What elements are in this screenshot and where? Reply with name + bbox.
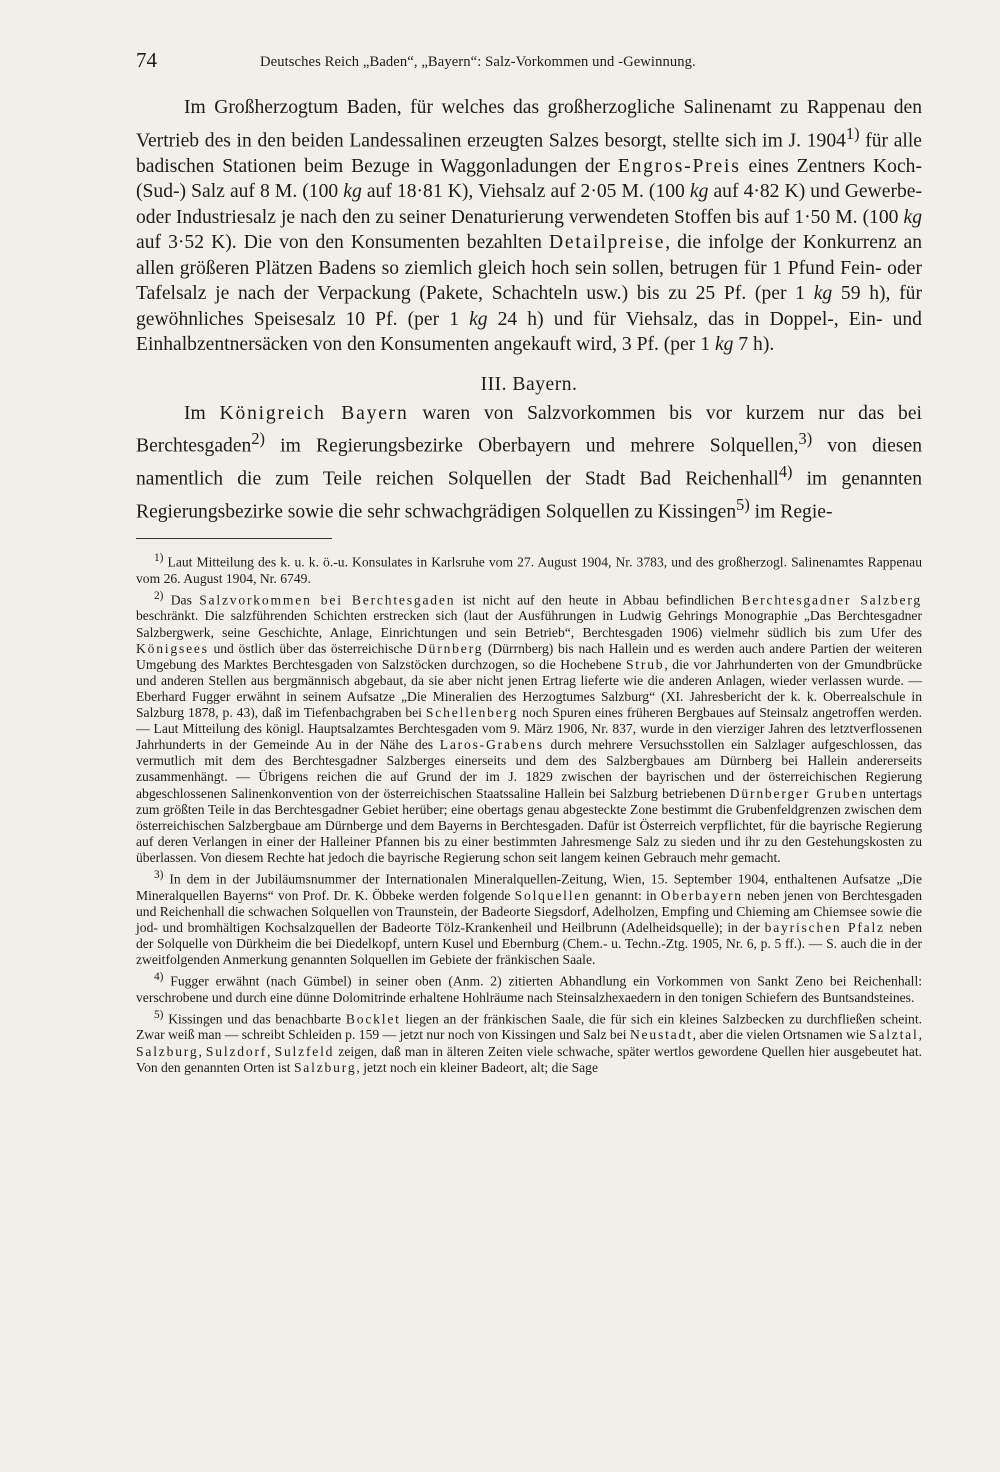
spaced-emphasis: Sulzfeld [274,1043,335,1059]
text-run: auf 18·81 K), Viehsalz auf 2·05 M. (100 [361,181,690,203]
spaced-emphasis: Oberbayern [660,887,743,903]
unit-kg: kg [903,206,922,228]
spaced-emphasis: Königreich Bayern [219,402,409,424]
footnote-ref: 2) [251,429,265,449]
text-run: für alle badischen Stationen beim Bezuge in Waggonladungen der [136,130,922,177]
footnote-marker: 1) [154,552,164,565]
spaced-emphasis: Salzburg [136,1043,199,1059]
text-run: (Dürrnberg) bis nach Hallein und es werden auch andere Partien der weiteren Umgebung des Marktes Berchtesgaden von Salzstöcken durchzogen, so die Hochebene [136,640,922,672]
paragraph-baden [136,95,922,358]
text-run: eines Zentners Koch- (Sud-) Salz auf 8 M. (100 [136,155,922,203]
page-number: 74 [136,48,157,72]
text-run: , jetzt noch ein kleiner Badeort, alt; die Sage [356,1059,599,1075]
footnotes [136,550,922,1076]
text-run: auf 3·52 K). Die von den Konsumenten bezahlten [136,232,549,254]
footnote-marker: 5) [154,1008,164,1021]
footnote-text: Fugger erwähnt (nach Gümbel) in seiner oben (Anm. 2) zitierten Abhandlung ein Vorkommen von Sankt Zeno bei Reichenhall: verschrobene und durch eine dünne Dolomitrinde erhaltene Hohlräume nach Steinsalzhexaedern in den tonigen Schiefern des Buntsandsteines. [136,973,922,1005]
text-run: und östlich über das österreichische [208,640,418,656]
text-run: Im [184,402,220,424]
footnote-ref: 3) [798,429,813,449]
text-run: durch mehrere Versuchsstollen ein Salzlager aufgeschlossen, das vermutlich mit dem des Berchtesgadner Salzberges einerseits und dem des Salzbergbaues am Dürnberg bei Hallein andererseits zusammenhängt. — Übrigens reichen die auf Grund der im J. 1829 zwischen der bayrischen und der österreichischen Regierung abgeschlossenen Salinenkonvention von der österreichischen Staatssaline Hallein bei Salzburg betriebenen [136,737,923,801]
footnote-ref: 4) [778,462,793,482]
text-run: 59 h), für gewöhnliches Speisesalz 10 Pf. (per 1 [136,283,922,330]
unit-kg: kg [813,283,833,305]
text-run: , aber die vielen Ortsnamen wie [692,1027,869,1043]
spaced-emphasis: bayrischen Pfalz [764,919,885,935]
main-text [136,95,922,1077]
spaced-emphasis: Solquellen [514,887,591,903]
page-header [136,48,922,74]
text-run: im Regie- [749,501,833,523]
footnote-5 [136,1007,922,1076]
text-run: , die infolge der Konkurrenz an allen größeren Plätzen Badens so ziemlich gleich hoch sein sollen, betrugen für 1 Pfund Fein- oder Tafelsalz je nach der Verpackung (Pakete, Schachteln usw.) bis zu 25 Pf. (per 1 [136,232,922,305]
footnote-marker: 4) [154,971,164,984]
running-head: Deutsches Reich „Baden“, „Bayern“: Salz-Vorkommen und -Gewinnung. [260,54,696,70]
spaced-emphasis: Laros-Grabens [439,737,544,753]
spaced-emphasis: Königsees [136,640,209,656]
footnote-marker: 2) [154,589,164,602]
text-run: Kissingen und das benachbarte [168,1011,346,1027]
footnote-ref: 1) [845,123,860,143]
text-run: genannt: in [590,887,661,903]
footnote-3 [136,867,922,968]
text-run: , [198,1043,206,1059]
spaced-emphasis: Neustadt [629,1027,693,1043]
spaced-emphasis: Bocklet [345,1011,401,1027]
text-run: neben der Solquelle von Dürkheim die bei Diedelkopf, untern Kusel und Ebernburg (Chem.- u. Techn.-Ztg. 1905, Nr. 6, p. 5 ff.). — S. auch die in der zweitfolgenden Anmerkung genannten Solquellen im Gebiete der fränkischen Saale. [136,919,923,967]
spaced-emphasis: Sulzdorf [205,1043,268,1059]
text-run: untertags zum größten Teile in das Berchtesgadner Gebiet herüber; eine obertags genau abgesteckte Zone bestimmt die Grubenfeldgrenzen zwischen dem österreichischen Salzbergbaue am Dürnberge und dem Bayerns in Berchtesgaden. Dafür ist Österreich verpflichtet, für die bayrische Regierung auf deren Verlangen in einer der Halleiner Pfannen bis zu einer bestimmten Jahresmenge Salz zu sieden und ihr zu den Gestehungskosten zu überlassen. Von diesem Rechte hat jedoch die bayrische Regierung schon seit langem keinen Gebrauch mehr gemacht. [136,785,922,865]
section-title: III. Bayern. [480,373,578,395]
spaced-emphasis: Dürnberg [417,640,484,656]
spaced-emphasis: Berchtesgadner Salzberg [741,592,923,608]
text-run: liegen an der fränkischen Saale, die für sich ein kleines Salzbecken zu durchfließen scheint. Zwar weiß man — schreibt Schleiden p. 159 — jetzt nur noch von Kissingen und Salz bei [136,1011,923,1043]
text-run: ist nicht auf den heute in Abbau befindlichen [455,592,742,608]
text-run: Im Großherzogtum Baden, für welches das großherzogliche Salinenamt zu Rappenau den Vertrieb des in den beiden Landessalinen erzeugten Salzes besorgt, stellte sich im J. 1904 [136,97,922,152]
text-run: beschränkt. Die salzführenden Schichten erstrecken sich (laut der Ausführungen in Ludwig Gehrings Monographie „Das Berchtesgadner Salzbergwerk, seine Geschichte, Anlage, Einrichtungen und sein Betrieb“, Berchtesgaden 1906) vielmehr südlich bis zum Ufer des [136,608,922,640]
footnote-text: Laut Mitteilung des k. u. k. ö.-u. Konsulates in Karlsruhe vom 27. August 1904, Nr. 3783, und des großherzogl. Salinenamtes Rappenau vom 26. August 1904, Nr. 6749. [136,554,922,586]
text-run: , die vor Jahrhunderten von der Gmundbrücke und anderen Stellen aus bergmännisch abgebaut, da sie aber nicht jenen Ertrag lieferte wie die anderen Anlagen, wieder verlassen wurde. — Eberhard Fugger erwähnt in seinem Aufsatze „Die Mineralien des Herzogtumes Salzburg“ (XI. Jahresbericht der k. k. Oberrealschule in Salzburg 1878, p. 43), daß im Tiefenbachgraben bei [136,656,922,721]
footnote-ref: 5) [736,495,750,515]
footnote-2 [136,588,922,866]
text-run: Das [170,592,200,608]
spaced-emphasis: Strub [625,656,665,672]
text-run: 24 h) und für Viehsalz, das in Doppel-, Ein- und Einhalbzentnersäcken von den Konsumenten angekauft wird, 3 Pf. (per 1 [136,308,922,356]
text-run: neben jenen von Berchtesgaden und Reichenhall die schwachen Solquellen von Traunstein, der Badeorte Siegsdorf, Adelholzen, Empfing und Chieming am Chiemsee sowie die jod- und bromhältigen Kochsalzquellen der Badeorte Tölz-Krankenheil und Heilbrunn (Adelheidsquelle); in der [136,887,923,935]
footnote-1 [136,550,922,587]
text-run: , [267,1043,275,1059]
text-run: 7 h). [733,334,775,356]
text-run: im Regierungsbezirke Oberbayern und mehrere Solquellen, [264,435,799,457]
text-run: waren von Salzvorkommen bis vor kurzem nur das bei Berchtesgaden [136,402,922,457]
text-run: auf 4·82 K) und Gewerbe- oder Industriesalz je nach den zu seiner Denaturierung verwendeten Stoffen bis auf 1·50 M. (100 [136,181,922,228]
spaced-emphasis: Detailpreise [548,232,666,254]
unit-kg: kg [343,181,362,203]
footnote-marker: 3) [154,868,164,881]
spaced-emphasis: Salztal [869,1027,919,1043]
paragraph-bayern [136,401,922,526]
footnote-separator [136,538,332,539]
spaced-emphasis: Dürnberger Gruben [729,785,868,801]
unit-kg: kg [469,308,488,330]
unit-kg: kg [689,181,709,203]
unit-kg: kg [714,334,734,356]
spaced-emphasis: Engros-Preis [617,155,741,177]
spaced-emphasis: Salzvorkommen bei Berchtesgaden [199,592,456,608]
text-run: noch Spuren eines früheren Bergbaues auf Steinsalz angetroffen werden. — Laut Mitteilung des königl. Hauptsalzamtes Berchtesgaden vom 9. März 1906, Nr. 837, wurde in den vierziger Jahren des letztverflossenen Jahrhunderts in der Gemeinde Au in der Nähe des [136,705,922,753]
text-run: , [918,1027,922,1043]
spaced-emphasis: Schellenberg [425,705,519,721]
text-run: In dem in der Jubiläumsnummer der Internationalen Mineralquellen-Zeitung, Wien, 15. September 1904, enthaltenen Aufsatze „Die Mineralquellen Bayerns“ von Prof. Dr. K. Öbbeke werden folgende [136,871,922,903]
text-run: von diesen namentlich die zum Teile reichen Solquellen der Stadt Bad Reichenhall [136,435,922,490]
footnote-4 [136,969,922,1006]
text-run: zeigen, daß man in älteren Zeiten viele schwache, später wertlos gewordene Quellen hier ausgebeutet hat. Von den genannten Orten ist [136,1043,923,1075]
text-run: im genannten Regierungsbezirke sowie die sehr schwachgrädigen Solquellen zu Kissingen [136,468,922,523]
spaced-emphasis: Salzburg [293,1059,357,1075]
